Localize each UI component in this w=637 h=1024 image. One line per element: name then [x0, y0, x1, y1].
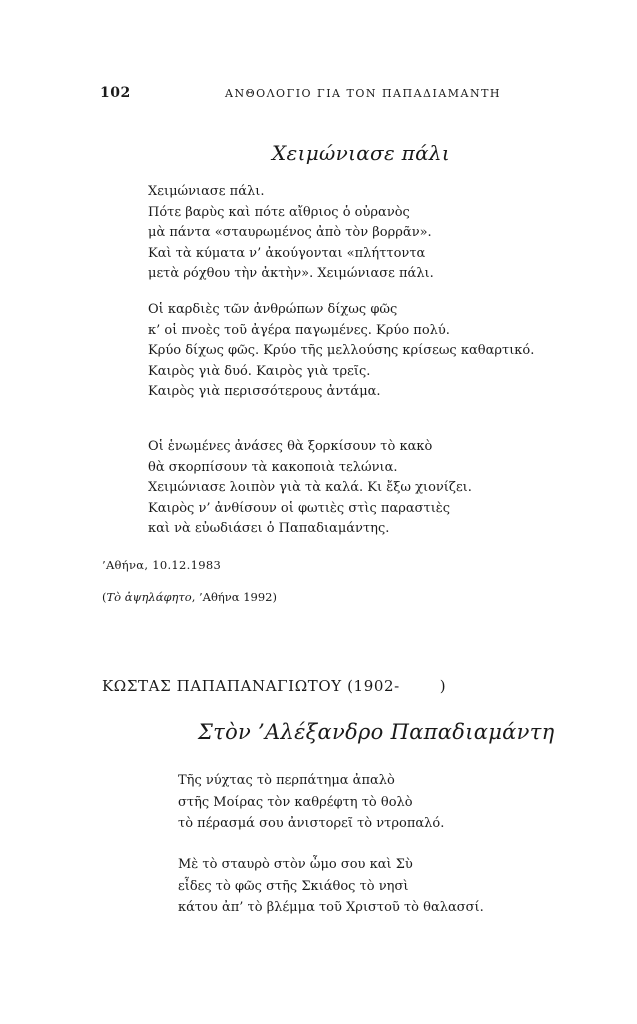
poem-line: κ’ οἱ πνοὲς τοῦ ἀγέρα παγωμένες. Κρύο πολύ.	[148, 322, 450, 338]
poem-line: Καιρὸς ν’ ἀνθίσουν οἱ φωτιὲς στὶς παραστιὲς	[148, 500, 451, 516]
stanza	[178, 854, 484, 919]
poem-line: στῆς Μοίρας τὸν καθρέφτη τὸ θολὸ	[178, 794, 413, 810]
stanza	[148, 300, 534, 403]
poem-line: Οἱ ἑνωμένες ἀνάσες θὰ ξορκίσουν τὸ κακὸ	[148, 439, 433, 454]
stanza	[148, 182, 434, 285]
poem-line: θὰ σκορπίσουν τὰ κακοποιὰ τελώνια.	[148, 459, 398, 475]
author-close-paren: )	[439, 677, 447, 695]
source-book-title: Τὸ ἀψηλάφητο	[106, 590, 192, 604]
poem-date-place: ’Αθήνα, 10.12.1983	[102, 558, 222, 572]
poem-line: Μὲ τὸ σταυρὸ στὸν ὦμο σου καὶ Σὺ	[178, 857, 413, 872]
running-head	[100, 85, 520, 105]
poem-line: εἶδες τὸ φῶς στῆς Σκιάθος τὸ νησὶ	[178, 878, 409, 894]
poem-line: καὶ νὰ εὐωδιάσει ὁ Παπαδιαμάντης.	[148, 521, 390, 536]
poem-line: Κρύο δίχως φῶς. Κρύο τῆς μελλούσης κρίσεως καθαρτικό.	[148, 343, 535, 358]
poem-title: Χειμώνιασε πάλι	[272, 141, 451, 165]
poem-source	[102, 590, 277, 604]
poem-line: Τῆς νύχτας τὸ περπάτημα ἀπαλὸ	[178, 773, 395, 788]
poem-line: Χειμώνιασε λοιπὸν γιὰ τὰ καλά. Κι ἔξω χιονίζει.	[148, 480, 472, 495]
poem-line: τὸ πέρασμά σου ἀνιστορεῖ τὸ ντροπαλό.	[178, 816, 445, 831]
running-head-title: ΑΝΘΟΛΟΓΙΟ ΓΙΑ ΤΟΝ ΠΑΠΑΔΙΑΜΑΝΤΗ	[225, 87, 502, 100]
poem-line: Χειμώνιασε πάλι.	[148, 184, 265, 199]
poem-line: Οἱ καρδιὲς τῶν ἀνθρώπων δίχως φῶς	[148, 302, 398, 317]
poem-line: Καιρὸς γιὰ περισσότερους ἀντάμα.	[148, 384, 381, 399]
poem-title: Στὸν ’Αλέξανδρο Παπαδιαμάντη	[198, 720, 555, 744]
stanza	[148, 437, 472, 540]
author-heading	[102, 677, 446, 695]
poem-line: Πότε βαρὺς καὶ πότε αἴθριος ὁ οὐρανὸς	[148, 204, 410, 220]
poem-line: Καὶ τὰ κύματα ν’ ἀκούγονται «πλήττοντα	[148, 245, 426, 261]
poem-line: κάτου ἀπ’ τὸ βλέμμα τοῦ Χριστοῦ τὸ θαλασσί.	[178, 900, 484, 915]
author-name: ΚΩΣΤΑΣ ΠΑΠΑΠΑΝΑΓΙΩΤΟΥ (1902-	[102, 677, 400, 695]
poem-line: Καιρὸς γιὰ δυό. Καιρὸς γιὰ τρεῖς.	[148, 363, 371, 379]
stanza	[178, 770, 444, 835]
poem-line: μετὰ ρόχθου τὴν ἀκτὴν». Χειμώνιασε πάλι.	[148, 266, 434, 281]
source-open-paren: (	[102, 590, 107, 604]
poem-line: μὰ πάντα «σταυρωμένος ἀπὸ τὸν βορρᾶν».	[148, 225, 432, 240]
source-publication: , ’Αθήνα 1992)	[191, 590, 277, 604]
page-number: 102	[100, 85, 131, 101]
